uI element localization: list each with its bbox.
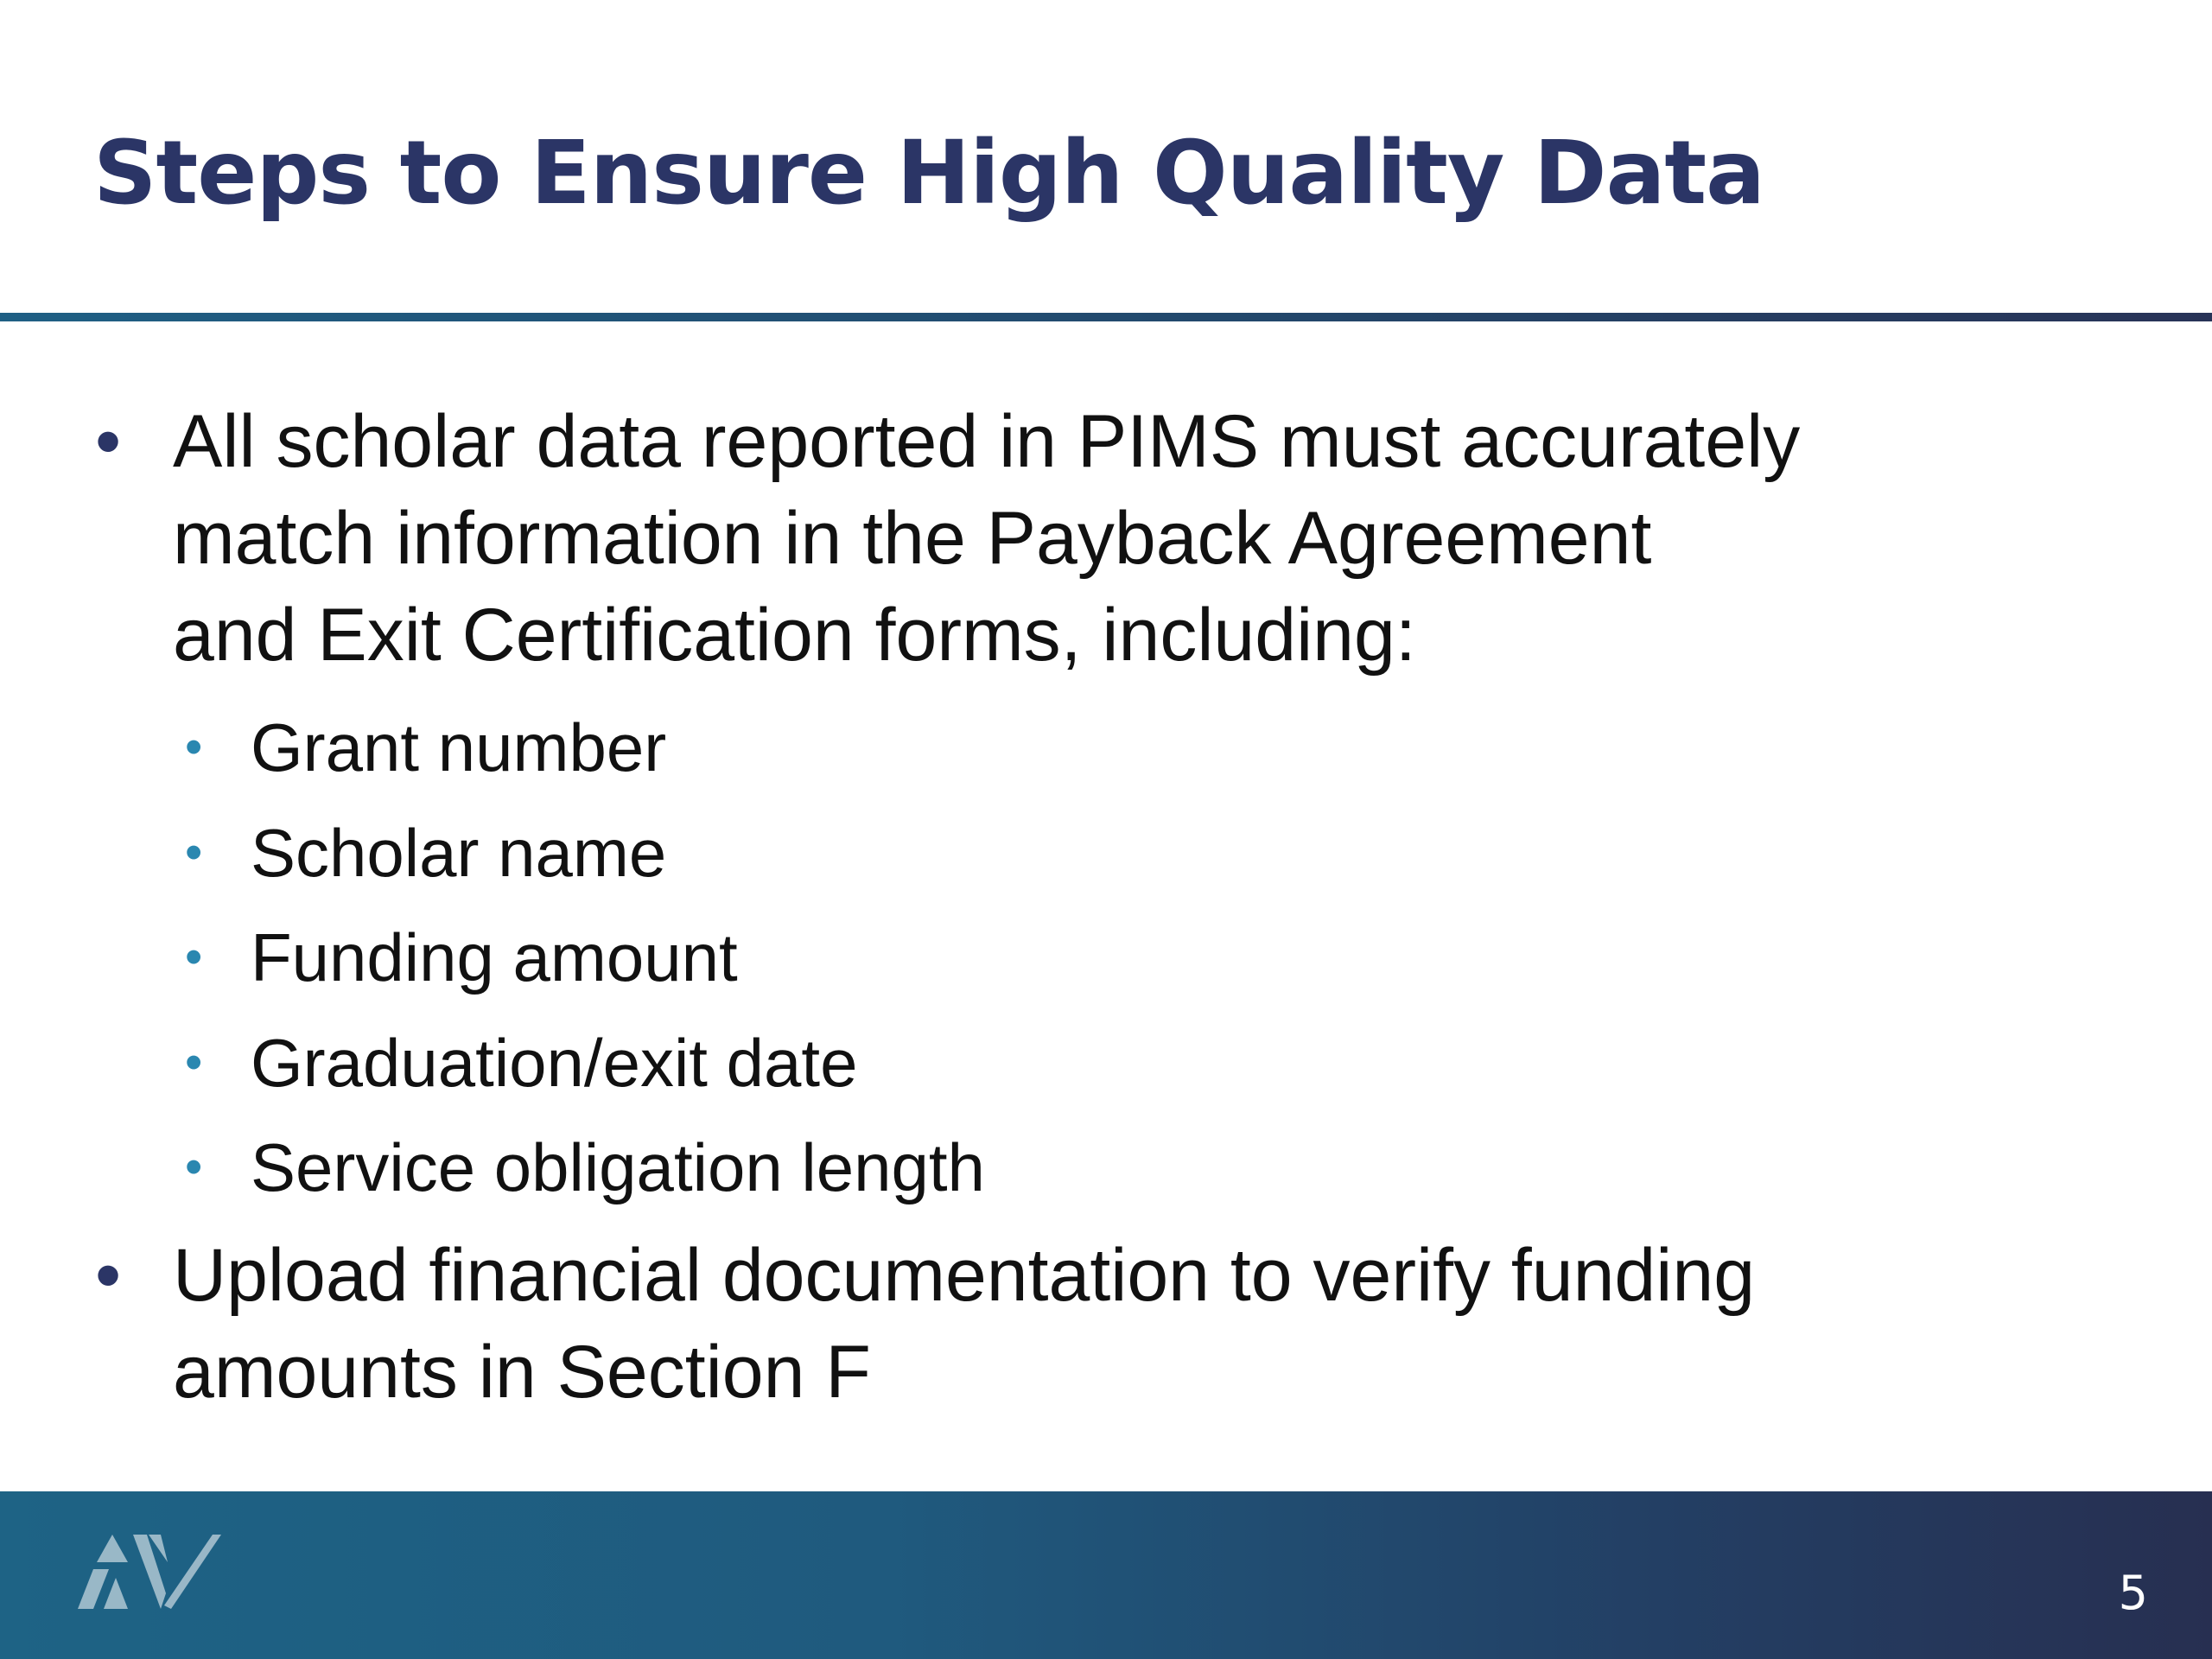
subitem-graduation-date: • Graduation/exit date bbox=[251, 1020, 2108, 1106]
page-number: 5 bbox=[2118, 1566, 2148, 1620]
bullet-line: Upload financial documentation to verify funding bbox=[173, 1234, 1756, 1317]
bullet-line: amounts in Section F bbox=[173, 1331, 871, 1414]
bullet-upload-documentation bbox=[173, 1227, 2117, 1421]
footer-bar bbox=[0, 1491, 2212, 1659]
slide-title: Steps to Ensure High Quality Data bbox=[93, 122, 1764, 225]
subitem-scholar-name: • Scholar name bbox=[251, 810, 2108, 896]
bullet-scholar-data bbox=[173, 393, 2117, 683]
title-divider bbox=[0, 313, 2212, 321]
subitem-service-obligation: • Service obligation length bbox=[251, 1124, 2108, 1211]
subitem-funding-amount: • Funding amount bbox=[251, 914, 2108, 1001]
bullet-line: All scholar data reported in PIMS must accurately bbox=[173, 400, 1801, 483]
bullet-line: match information in the Payback Agreement bbox=[173, 497, 1652, 580]
triangle-v-logo-icon bbox=[74, 1528, 223, 1618]
subitem-grant-number: • Grant number bbox=[251, 704, 2108, 791]
bullet-line: and Exit Certification forms, including: bbox=[173, 594, 1416, 677]
